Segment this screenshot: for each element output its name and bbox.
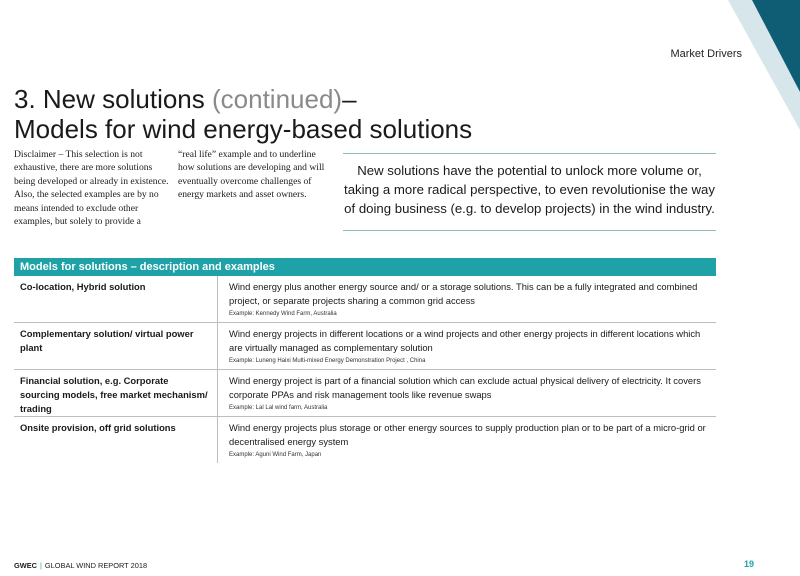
row-example: Example: Kennedy Wind Farm, Australia (229, 311, 337, 317)
page-number: 19 (744, 559, 755, 569)
row-label: Complementary solution/ virtual power plant (20, 328, 194, 353)
row-label: Co-location, Hybrid solution (20, 281, 146, 292)
table-row (14, 276, 716, 323)
footer (14, 561, 147, 570)
callout-quote (343, 153, 716, 231)
table-row (14, 323, 716, 370)
title-line-2: Models for wind energy-based solutions (14, 114, 473, 144)
row-description: Wind energy projects plus storage or other energy sources to supply production plan or to be part of a micro-grid or decentralised energy system (229, 422, 706, 447)
row-description: Wind energy projects in different locations or a wind projects and other energy projects in different locations which are virtually managed as complementary solution (229, 328, 701, 353)
table-row (14, 370, 716, 417)
row-description: Wind energy project is part of a financial solution which can exclude actual physical delivery of electricity. It covers corporate PPAs and risk management tools like revenue swaps (229, 375, 701, 400)
row-example: Example: Luneng Haixi Multi-mixed Energy Demonstration Project , China (229, 358, 426, 364)
row-example: Example: Lal Lal wind farm, Australia (229, 405, 328, 411)
footer-report: GLOBAL WIND REPORT 2018 (44, 561, 148, 570)
table-heading: Models for solutions – description and examples (14, 258, 716, 276)
footer-brand: GWEC (14, 561, 37, 570)
row-description: Wind energy plus another energy source and/ or a storage solutions. This can be a fully integrated and combined project, or separate projects sharing a common grid access (229, 281, 698, 306)
disclaimer-column-1: Disclaimer – This selection is not exhaustive, there are more solutions being developed or already in existence. Also, the selected examples are by no means intended to exclude other examples, but solely to provide a (14, 149, 169, 228)
row-label: Financial solution, e.g. Corporate sourcing models, free market mechanism/ trading (20, 375, 208, 414)
corner-graphic (710, 0, 800, 130)
page-title (14, 84, 534, 144)
solutions-table (14, 258, 716, 463)
title-main: 3. New solutions (14, 84, 205, 114)
table-row (14, 417, 716, 463)
callout-rule-top (343, 153, 716, 154)
row-example: Example: Aguni Wind Farm, Japan (229, 452, 322, 458)
row-label: Onsite provision, off grid solutions (20, 422, 176, 433)
title-continued: (continued) (212, 84, 343, 114)
section-tag: Market Drivers (670, 48, 742, 60)
footer-separator: | (40, 561, 42, 570)
callout-text: New solutions have the potential to unlock more volume or, taking a more radical perspective, to even revolutionise the way of doing business (e.g. to develop projects) in the wind industry. (344, 163, 715, 216)
row-description-cell (217, 323, 716, 369)
row-description-cell (217, 417, 716, 463)
disclaimer-column-2: “real life” example and to underline how solutions are developing and will eventually overcome challenges of energy markets and asset owners. (178, 149, 325, 201)
row-description-cell (217, 276, 716, 322)
title-dash: – (342, 84, 357, 114)
callout-rule-bottom (343, 230, 716, 231)
row-description-cell (217, 370, 716, 416)
